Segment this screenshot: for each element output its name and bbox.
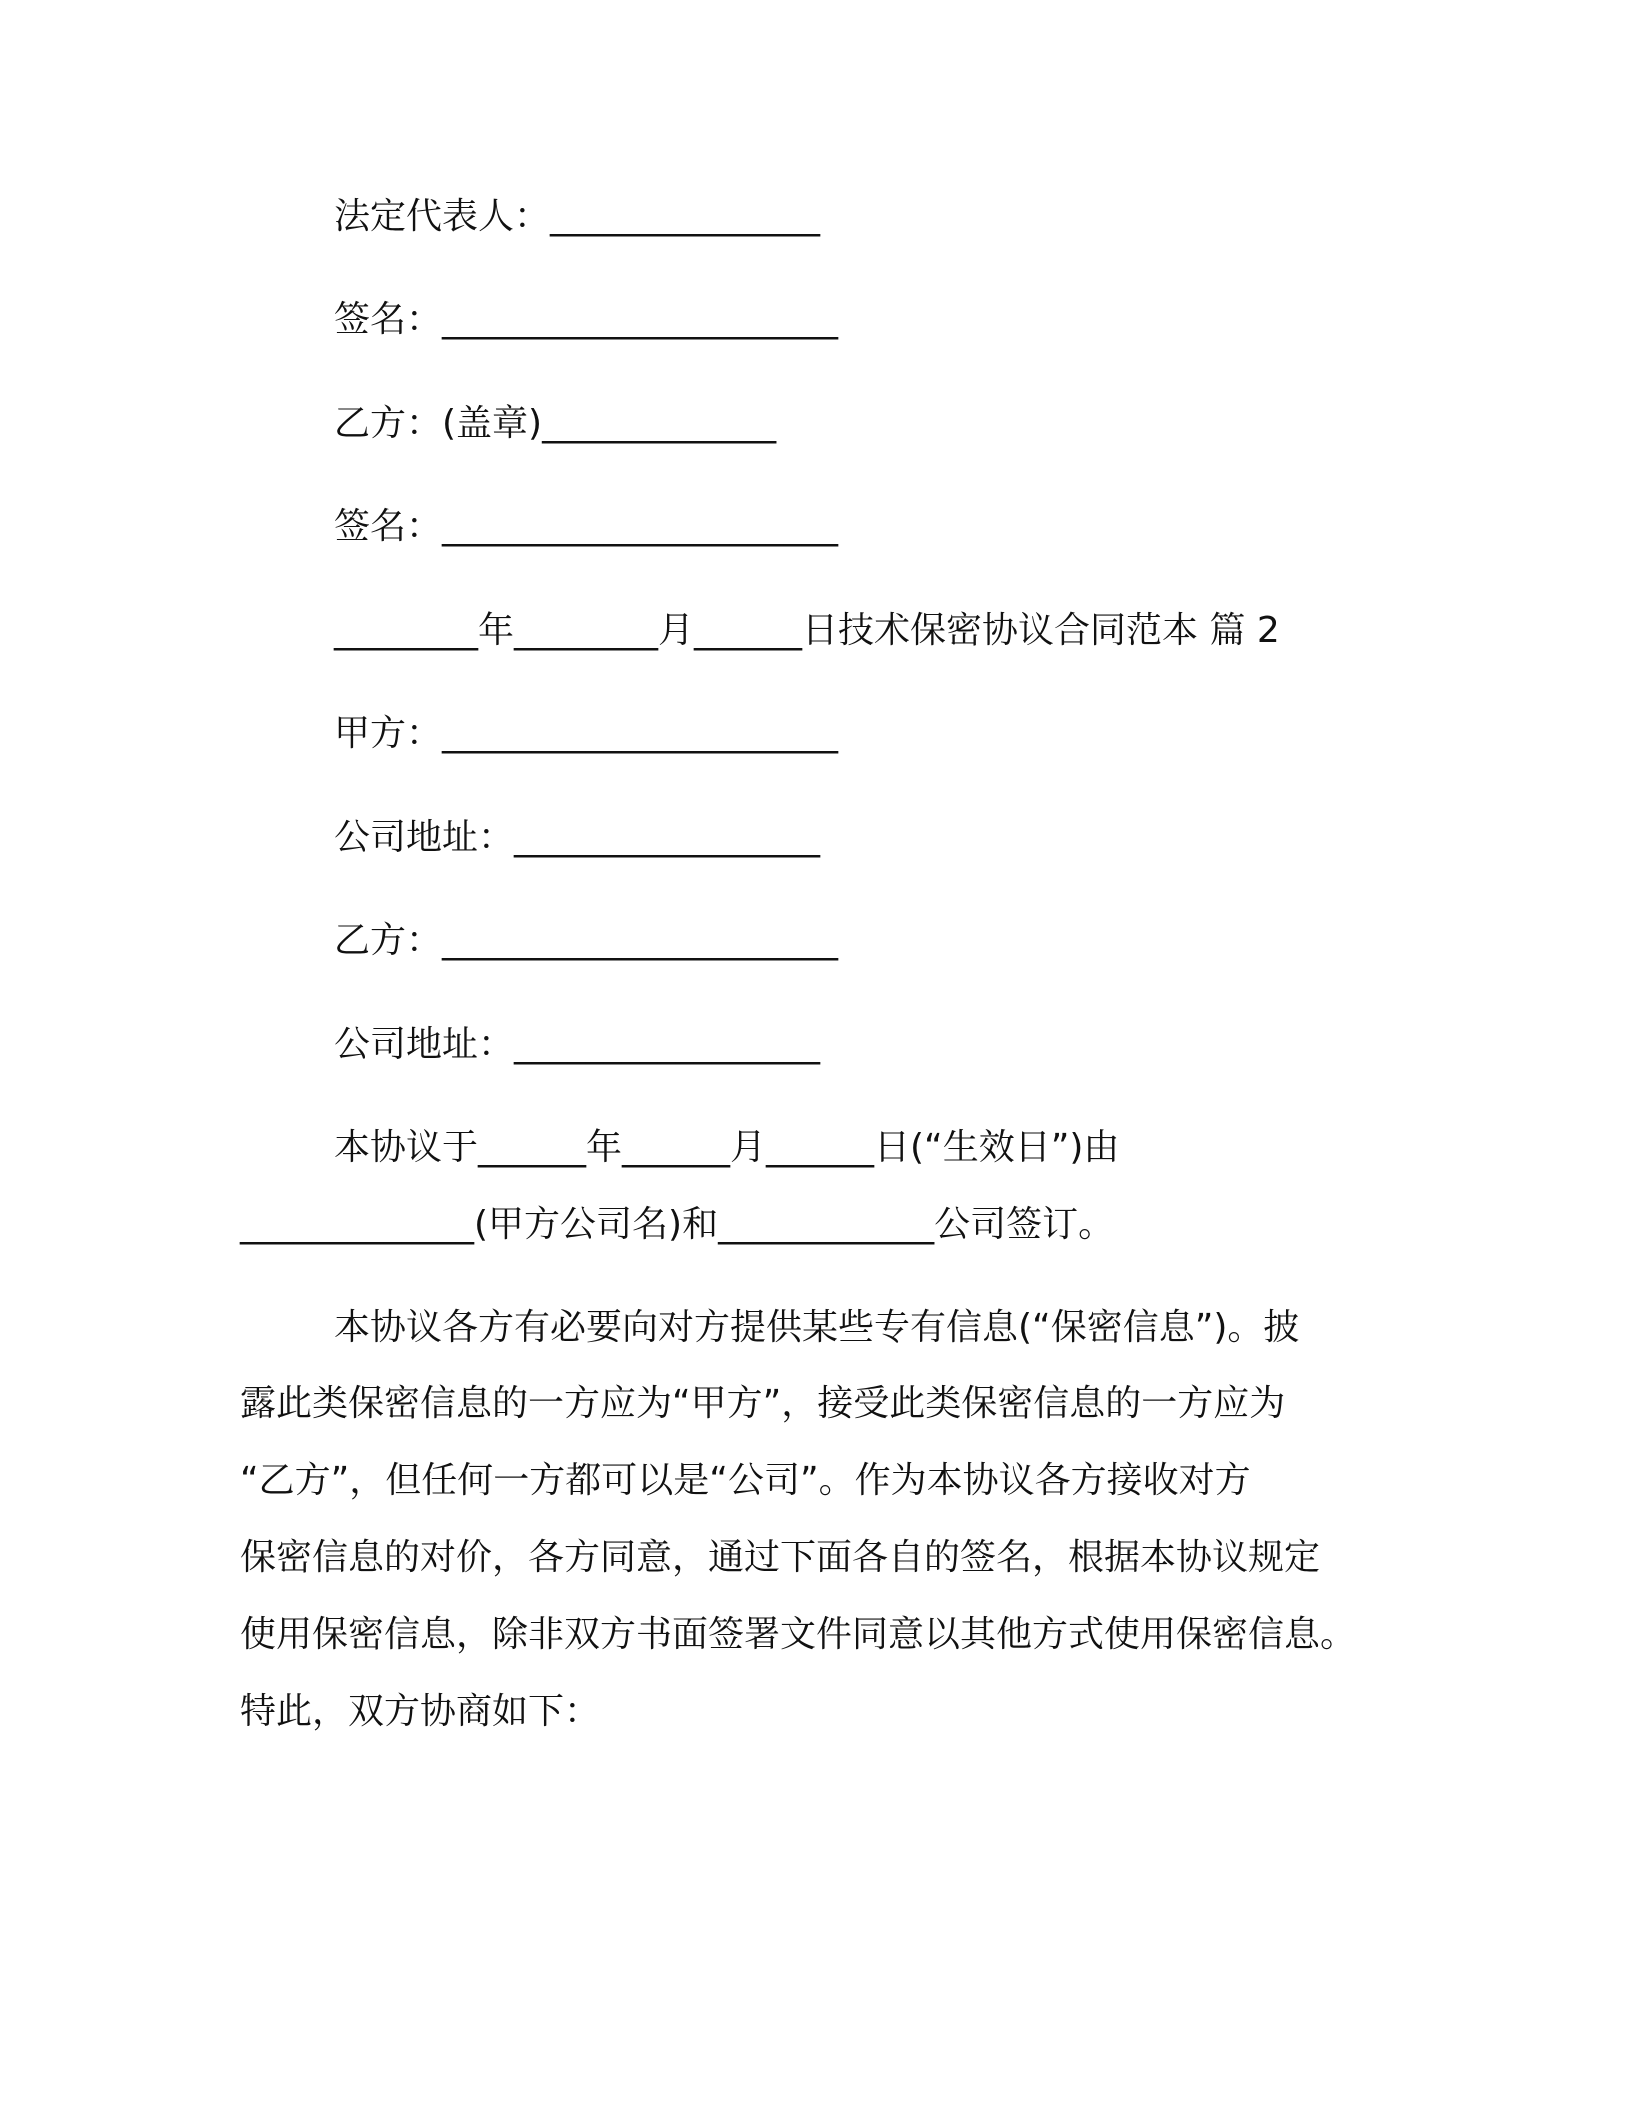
party-a-signature-line: 签名：______________________ (334, 299, 839, 340)
paragraph-line-2: 露此类保密信息的一方应为“甲方”，接受此类保密信息的一方应为 (240, 1383, 1286, 1424)
agreement-date-line: 本协议于______年______月______日(“生效日”)由 (334, 1127, 1120, 1168)
date-and-section-title: ________年________月______日技术保密协议合同范本 篇 2 (334, 610, 1280, 651)
party-b-signature-line: 签名：______________________ (334, 506, 839, 547)
party-b-seal-line: 乙方：(盖章)_____________ (334, 403, 777, 444)
paragraph-line-6: 特此，双方协商如下： (240, 1691, 601, 1732)
agreement-parties-line: _____________(甲方公司名)和____________公司签订。 (240, 1204, 1115, 1245)
party-b-address-field: 公司地址：_________________ (334, 1024, 821, 1065)
legal-representative-line: 法定代表人：_______________ (334, 196, 821, 237)
paragraph-line-3: “乙方”，但任何一方都可以是“公司”。作为本协议各方接收对方 (240, 1460, 1251, 1501)
party-b-field: 乙方：______________________ (334, 920, 839, 961)
party-a-address-field: 公司地址：_________________ (334, 817, 821, 858)
paragraph-line-5: 使用保密信息，除非双方书面签署文件同意以其他方式使用保密信息。 (240, 1614, 1357, 1655)
paragraph-line-4: 保密信息的对价，各方同意，通过下面各自的签名，根据本协议规定 (240, 1537, 1321, 1578)
paragraph-line-1: 本协议各方有必要向对方提供某些专有信息(“保密信息”)。披 (334, 1307, 1300, 1348)
party-a-field: 甲方：______________________ (334, 713, 839, 754)
